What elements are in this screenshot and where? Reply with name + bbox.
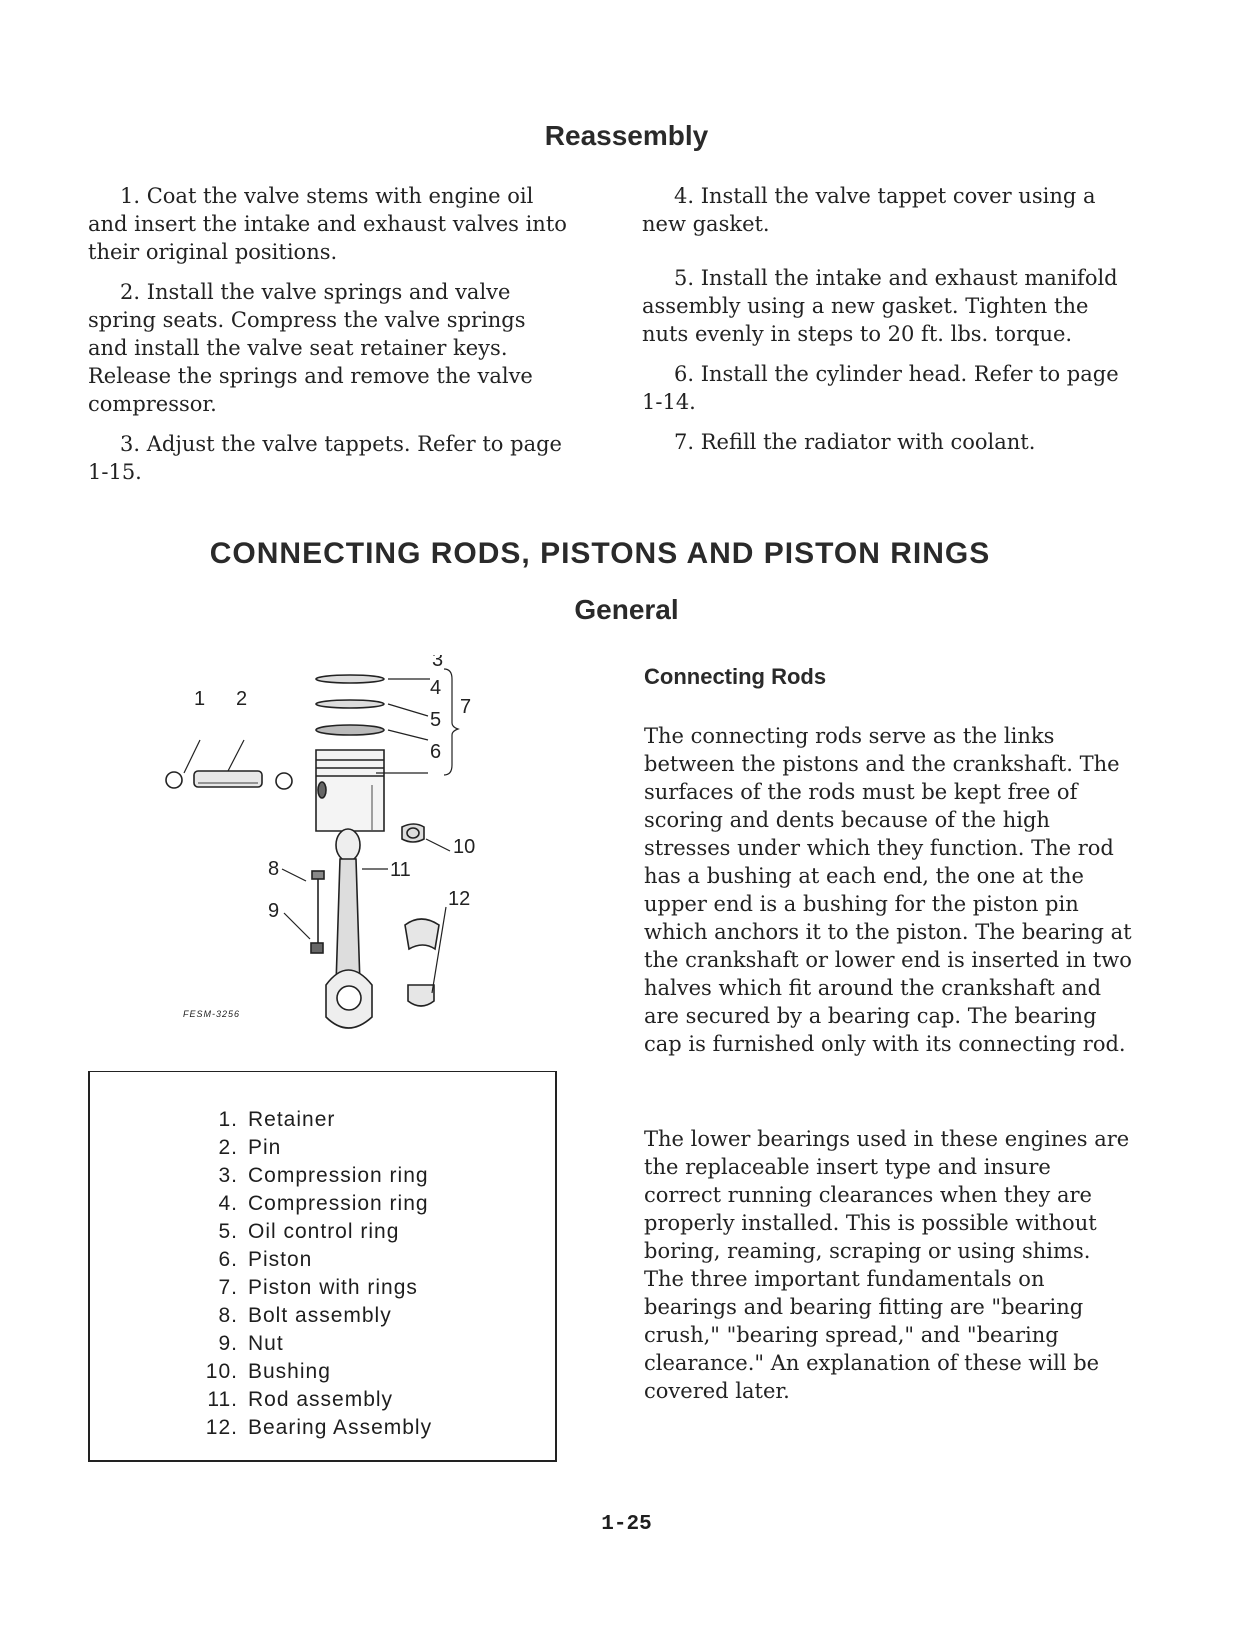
legend-item-number: 12. — [205, 1416, 238, 1439]
retainer-left — [166, 772, 182, 788]
reassembly-heading: Reassembly — [544, 120, 709, 151]
nut — [311, 943, 323, 953]
callout-5: 5 — [430, 709, 442, 731]
legend-item — [190, 1246, 432, 1274]
callout-11: 11 — [390, 859, 411, 881]
step-7: 7. Refill the radiator with coolant. — [674, 430, 1036, 454]
legend-item-label: Compression ring — [248, 1164, 429, 1187]
legend-item — [190, 1218, 432, 1246]
legend-item-label: Bolt assembly — [248, 1304, 392, 1327]
legend-item — [190, 1134, 432, 1162]
bearing-upper-half — [405, 919, 439, 949]
callout-7: 7 — [460, 696, 472, 718]
step-5: 5. Install the intake and exhaust manifold assembly using a new gasket. Tighten the nuts evenly in steps to 20 ft. lbs. torque. — [642, 266, 1118, 346]
legend-item-number: 6. — [218, 1248, 238, 1271]
connecting-rod — [326, 829, 372, 1028]
piston-rod-exploded-diagram — [150, 655, 550, 1045]
legend-item-label: Compression ring — [248, 1192, 429, 1215]
legend-item — [190, 1162, 432, 1190]
reassembly-right-steps — [642, 182, 1122, 456]
legend-item-number: 1. — [218, 1108, 238, 1131]
legend-item — [190, 1106, 432, 1134]
bearing-lower-half — [408, 985, 434, 1006]
legend-item-label: Nut — [248, 1332, 284, 1355]
bushing — [402, 824, 424, 842]
legend-item — [190, 1414, 432, 1442]
legend-item-label: Bearing Assembly — [248, 1416, 433, 1439]
compression-ring-top — [316, 675, 384, 683]
legend-item-label: Piston with rings — [248, 1276, 418, 1299]
callout-9: 9 — [268, 900, 280, 922]
legend-item-label: Oil control ring — [248, 1220, 400, 1243]
legend-item-label: Piston — [248, 1248, 313, 1271]
legend-item — [190, 1274, 432, 1302]
legend-item-number: 9. — [218, 1332, 238, 1355]
legend-item — [190, 1190, 432, 1218]
legend-item-number: 7. — [218, 1276, 238, 1299]
callout-6: 6 — [430, 741, 442, 763]
oil-control-ring — [316, 725, 384, 735]
legend-item-label: Pin — [248, 1136, 282, 1159]
callout-1: 1 — [194, 688, 206, 710]
legend-item-label: Bushing — [248, 1360, 331, 1383]
bolt-assembly — [312, 871, 324, 943]
legend-item-number: 11. — [207, 1388, 238, 1411]
legend-list — [190, 1106, 432, 1442]
connecting-rods-heading: Connecting Rods — [644, 664, 827, 689]
legend-item-number: 2. — [218, 1136, 238, 1159]
retainer-right — [276, 773, 292, 789]
step-1: 1. Coat the valve stems with engine oil and insert the intake and exhaust valves into their original positions. — [88, 184, 567, 264]
piston-pin — [194, 771, 262, 787]
connecting-rods-paragraph-1: The connecting rods serve as the links between the pistons and the crankshaft. The surfaces of the rods must be kept free of scoring and dents because of the high stresses under which they function. The rod has a bushing at each end, the one at the upper end is a bushing for the piston pin which anchors it to the piston. The bearing at the crankshaft or lower end is inserted in two halves which fit around the crankshaft and are secured by a bearing cap. The bearing cap is furnished only with its connecting rod. — [644, 724, 1132, 1056]
callout-3: 3 — [432, 655, 444, 671]
callout-10: 10 — [453, 836, 476, 858]
legend-item-number: 8. — [218, 1304, 238, 1327]
legend-item-number: 4. — [218, 1192, 238, 1215]
legend-item-label: Rod assembly — [248, 1388, 394, 1411]
step-2: 2. Install the valve springs and valve spring seats. Compress the valve springs and install the valve seat retainer keys. Release the springs and remove the valve compressor. — [88, 280, 533, 416]
step-4: 4. Install the valve tappet cover using a new gasket. — [642, 184, 1096, 236]
compression-ring-second — [316, 700, 384, 708]
legend-box — [88, 1071, 557, 1462]
section-title: CONNECTING RODS, PISTONS AND PISTON RINGS — [209, 537, 991, 570]
figure-code: FESM-3256 — [183, 1009, 241, 1019]
callout-4: 4 — [430, 677, 442, 699]
general-heading: General — [574, 594, 679, 625]
piston — [316, 750, 384, 831]
legend-item-number: 5. — [218, 1220, 238, 1243]
callout-8: 8 — [268, 858, 280, 880]
reassembly-left-steps — [88, 182, 568, 486]
legend-item-number: 10. — [205, 1360, 238, 1383]
callout-2: 2 — [236, 688, 248, 710]
callout-12: 12 — [448, 888, 471, 910]
step-3: 3. Adjust the valve tappets. Refer to page 1-15. — [88, 432, 562, 484]
legend-item — [190, 1302, 432, 1330]
legend-item-number: 3. — [218, 1164, 238, 1187]
legend-item-label: Retainer — [248, 1108, 336, 1131]
legend-item — [190, 1386, 432, 1414]
connecting-rods-paragraph-2: The lower bearings used in these engines are the replaceable insert type and insure correct running clearances when they are properly installed. This is possible without boring, reaming, scraping or using shims. The three important fundamentals on bearings and bearing fitting are "bearing crush," "bearing spread," and "bearing clearance." An explanation of these will be covered later. — [644, 1127, 1130, 1403]
legend-item — [190, 1330, 432, 1358]
legend-item — [190, 1358, 432, 1386]
page-number: 1-25 — [601, 1513, 652, 1536]
step-6: 6. Install the cylinder head. Refer to page 1-14. — [642, 362, 1119, 414]
